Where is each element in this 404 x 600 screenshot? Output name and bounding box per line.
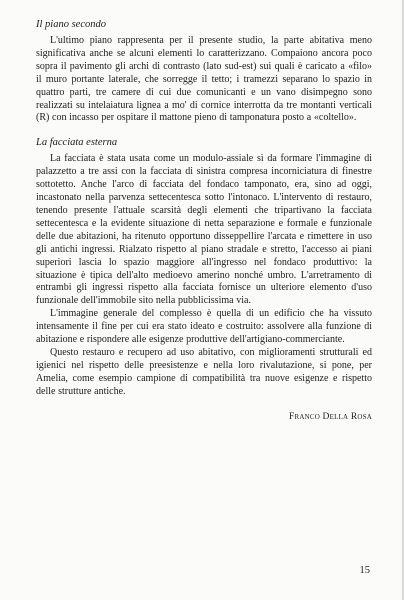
paragraph-facciata-3: Questo restauro e recupero ad uso abitativo, con miglioramenti strutturali ed igienici nel rispetto delle preesistenze e nella loro rivalutazione, si pone, per Amelia, come esempio campione di compatibilità tra nuove esigenze e rispetto delle strutture antiche. (36, 346, 372, 397)
paragraph-facciata-1: La facciata è stata usata come un modulo-assiale sì da formare l'immagine di palazzetto a tre assi con la facciata di sinistra compresa incorniciatura di finestre sottotetto. Anche l'arco di facciata del fondaco tamponato, era, sino ad oggi, incastonato nella parvenza settecentesca sotto l'intonaco. L'intervento di restauro, tenendo presente l'attuale scarsità degli elementi che tripartivano la facciata settecentesca e la evidente situazione di netta separazione e formale e funzionale delle due abitazioni, ha ritenuto opportuno disseppellire l'arcata e rimettere in uso gli antichi ingressi. Rialzato rispetto al piano stradale e stretto, l'accesso ai piani superiori lascia lo spazio maggiore all'ingresso nel fondaco produttivo: la situazione è tipica dell'alto medioevo amerino nonché umbro. L'arretramento di entrambi gli ingressi rispetto alla facciata fornisce un ulteriore elemento d'uso funzionale dell'immobile sito nella pubblicissima via. (36, 153, 372, 307)
author-signature: Franco Della Rosa (288, 411, 372, 422)
section-spacer (36, 125, 372, 136)
paragraph-piano-secondo: L'ultimo piano rappresenta per il presente studio, la parte abitativa meno significativa anche se alcuni elementi lo caratterizzano. Compaiono ancora poco sopra il pavimento gli archi di contrasto (lato sud-est) sui quali è caricato a «filo» il muro portante laterale, che sorregge il tetto; i tramezzi separano lo spazio in quattro parti, tre camere di cui due comunicanti e un vano disimpegno sono realizzati su intelaiatura lignea a mo' di cornice interrotta da tre montanti verticali (R) con incasso per ospitare il mattone pieno di tamponatura posto a «coltello». (36, 35, 372, 124)
paragraph-facciata-2: L'immagine generale del complesso è quella di un edificio che ha vissuto intensamente il fine per cui era stato ideato e costruito: assolvere alla funzione di abitazione e rispondere alle esigenze produttive dell'artigiano-commerciante. (36, 308, 372, 346)
page-number: 15 (359, 565, 370, 576)
section-heading-piano-secondo: Il piano secondo (36, 19, 106, 30)
section-heading-facciata-esterna: La facciata esterna (36, 137, 118, 149)
page-content (36, 18, 372, 422)
